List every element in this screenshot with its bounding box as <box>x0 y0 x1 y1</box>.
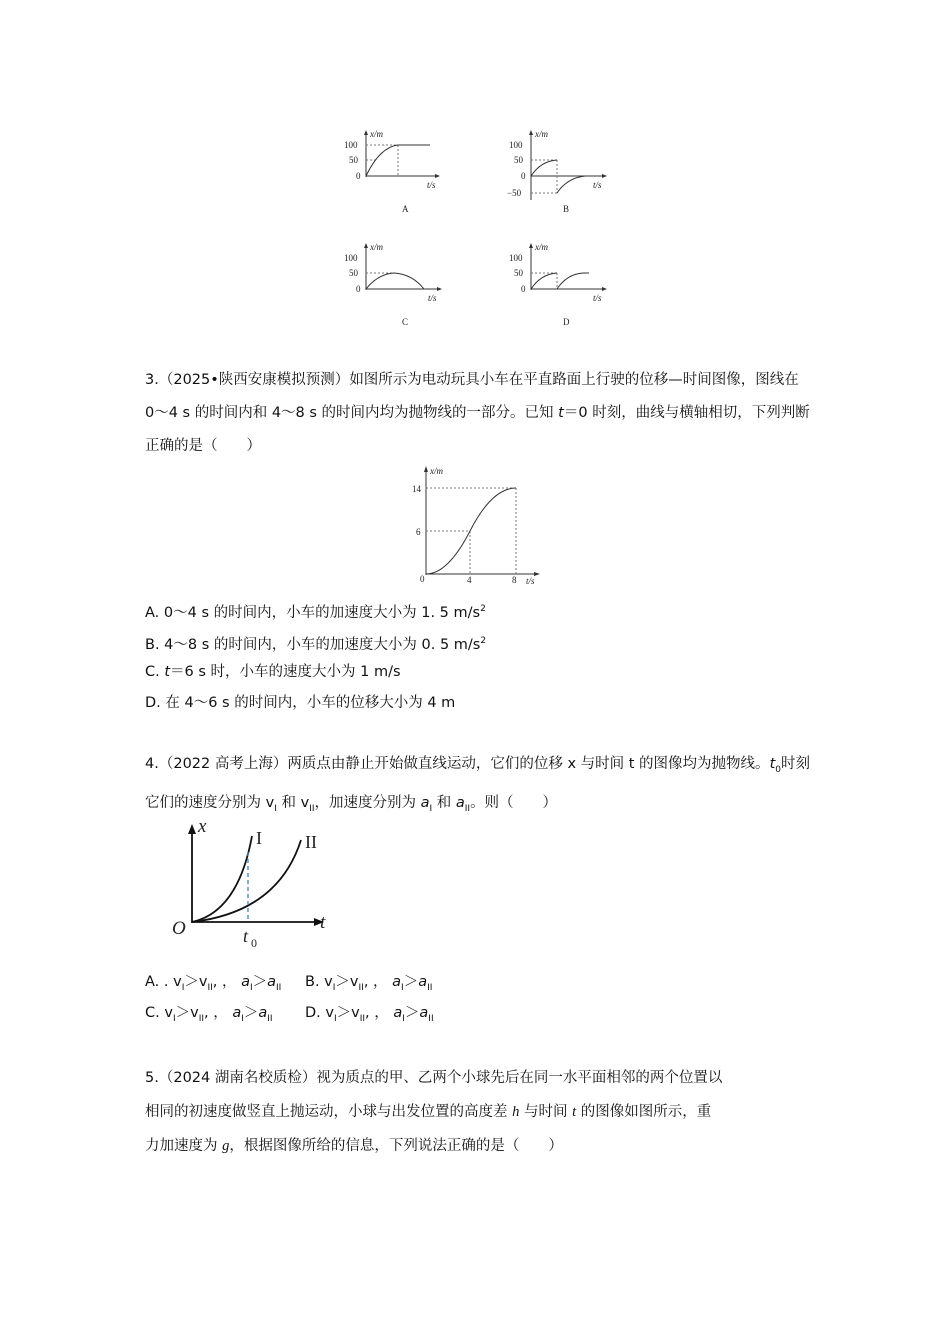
svg-text:0: 0 <box>356 171 361 181</box>
question-5-stem <box>145 1061 810 1163</box>
question-3-stem: 3.（2025•陕西安康模拟预测）如图所示为电动玩具小车在平直路面上行驶的位移—时间图像，图线在 0～4 s 的时间内和 4～8 s 的时间内均为抛物线的一部分。已知 t＝0 时刻，曲线与横轴相切，下列判断正确的是（ ） <box>145 372 810 454</box>
option-graph-b <box>505 125 610 220</box>
graph-label-c: C <box>402 317 409 327</box>
question-3-option-d[interactable]: D. 在 4～6 s 的时间内，小车的位移大小为 4 m <box>145 695 456 711</box>
svg-text:0: 0 <box>356 284 361 294</box>
svg-text:50: 50 <box>514 155 523 165</box>
question-5-line-1: 5.（2024 湖南名校质检）视为质点的甲、乙两个小球先后在同一水平面相邻的两个位置以 <box>145 1070 723 1086</box>
svg-text:0: 0 <box>251 936 257 950</box>
option-graph-c <box>340 238 445 333</box>
question-5-line-2: 相同的初速度做竖直上抛运动，小球与出发位置的高度差 h 与时间 t 的图像如图所示，重 <box>145 1104 712 1120</box>
svg-text:100: 100 <box>509 253 523 263</box>
svg-text:O: O <box>172 918 186 939</box>
question-4-option-c[interactable]: C. $v_I>v_{II}$, ， $a_I>a_{II}$ <box>145 1005 273 1024</box>
option-graph-d <box>505 238 610 333</box>
svg-text:50: 50 <box>349 268 358 278</box>
svg-text:I: I <box>256 828 262 848</box>
svg-text:100: 100 <box>509 140 523 150</box>
question-4-graph <box>168 812 338 952</box>
svg-text:0: 0 <box>521 284 526 294</box>
question-3-option-a[interactable]: A. 0～4 s 的时间内，小车的加速度大小为 1. 5 $m/s^2$ <box>145 604 486 621</box>
graph-label-b: B <box>563 204 570 214</box>
svg-text:6: 6 <box>416 527 421 537</box>
option-graph-a <box>340 125 440 220</box>
svg-text:100: 100 <box>344 140 358 150</box>
question-4-option-d[interactable]: D. $v_I>v_{II}$, ， $a_I>a_{II}$ <box>305 1005 434 1024</box>
question-3-graph <box>408 462 548 588</box>
svg-text:x/m: x/m <box>370 129 383 139</box>
svg-text:t/s: t/s <box>428 293 437 303</box>
svg-text:t/s: t/s <box>593 293 602 303</box>
svg-text:II: II <box>305 832 317 852</box>
question-4-option-a[interactable]: A. . $v_I>v_{II}$, ， $a_I>a_{II}$ <box>145 974 282 993</box>
question-3-option-b[interactable]: B. 4～8 s 的时间内，小车的加速度大小为 0. 5 $m/s^2$ <box>145 636 487 653</box>
question-4-option-b[interactable]: B. $v_I>v_{II}$, ， $a_I>a_{II}$ <box>305 974 433 993</box>
svg-text:t: t <box>243 926 249 946</box>
svg-text:4: 4 <box>467 575 472 585</box>
svg-text:t/s: t/s <box>427 180 436 190</box>
svg-text:0: 0 <box>521 171 526 181</box>
question-5-line-3: 力加速度为 g，根据图像所给的信息，下列说法正确的是（ ） <box>145 1138 563 1154</box>
svg-text:x/m: x/m <box>370 242 383 252</box>
svg-text:x/m: x/m <box>430 466 443 476</box>
svg-text:x/m: x/m <box>535 129 548 139</box>
svg-text:0: 0 <box>420 574 425 584</box>
svg-text:t/s: t/s <box>526 576 535 586</box>
svg-text:x: x <box>198 816 207 837</box>
svg-text:t/s: t/s <box>593 180 602 190</box>
svg-text:100: 100 <box>344 253 358 263</box>
svg-text:t: t <box>320 912 326 933</box>
svg-text:−50: −50 <box>507 188 522 198</box>
question-3-option-c[interactable]: C. t＝6 s 时，小车的速度大小为 1 m/s <box>145 664 401 680</box>
svg-text:14: 14 <box>412 484 421 494</box>
graph-label-d: D <box>563 317 570 327</box>
graph-label-a: A <box>402 204 409 214</box>
svg-text:8: 8 <box>512 575 517 585</box>
question-4-stem: 4.（2022 高考上海）两质点由静止开始做直线运动，它们的位移 x 与时间 t 的图像均为抛物线。$t_0$时刻它们的速度分别为 $v_I$ 和 $v_{II}$，加速度分别为 $a_I$ 和 $a_{II}$。则（ ） <box>145 756 810 814</box>
svg-text:x/m: x/m <box>535 242 548 252</box>
svg-text:50: 50 <box>514 268 523 278</box>
svg-text:50: 50 <box>349 155 358 165</box>
